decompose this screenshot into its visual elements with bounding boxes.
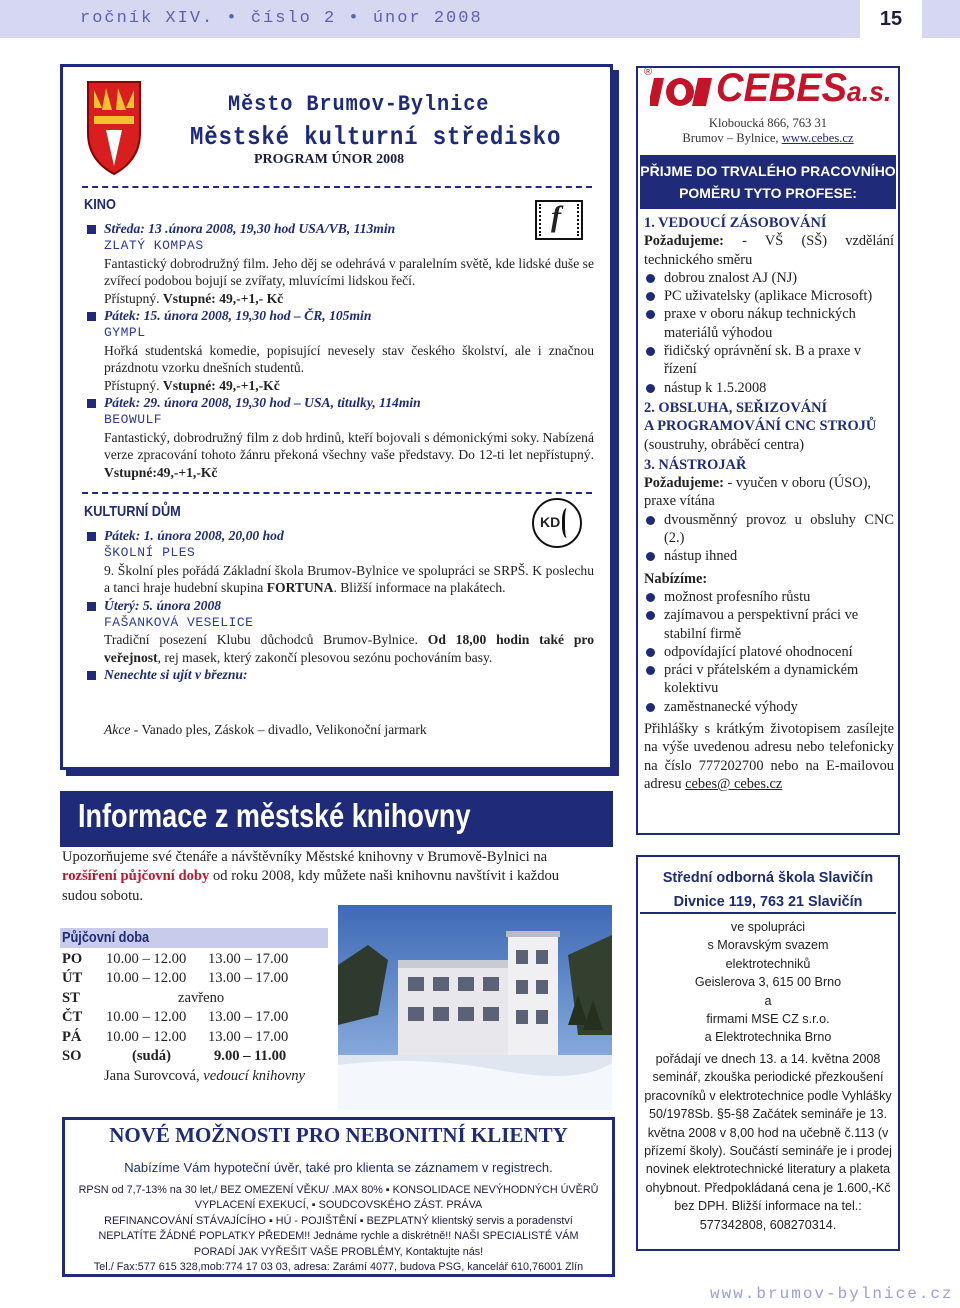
event-1-date: Pátek: 1. února 2008, 20,00 hod [84,527,594,544]
divider [640,912,896,914]
town-title: Město Brumov-Bylnice [228,92,490,117]
position-3: 3. NÁSTROJAŘ [644,456,747,473]
cebes-apply-text: Přihlášky s krátkým životopisem zasílejte na výše uvedenou adresu nebo telefonicky na číslo 777202700 nebo na E-mailovou adresu cebes@ cebes.cz [644,721,894,792]
list-item: odpovídající platové ohodnocení [644,643,894,661]
coat-of-arms-icon [84,78,144,178]
film-1-access: Přístupný. [104,290,163,306]
event-1-desc: 9. Školní ples pořádá Základní škola Brumov-Bylnice ve spolupráci se SRPŠ. K poslechu a tanci hraje hudební skupina FORTUNA. Bližší informace na plakátech. [104,562,594,596]
position-2-desc: (soustruhy, obráběcí centra) [644,436,805,453]
hours-row: PO 10.00 – 12.00 13.00 – 17.00 [62,951,289,967]
mortgage-ad-details: RPSN od 7,7-13% na 30 let,/ BEZ OMEZENÍ VĚKU/ .MAX 80% ▪ KONSOLIDACE NEVÝHODNÝCH ÚVĚRŮ VYPLACENÍ EXEKUCÍ, ▪ SOUDCOVSKÉHO ZÁST. PRÁVA REFINANCOVÁNÍ STÁVAJÍCÍHO ▪ HÚ - POJIŠTĚNÍ ▪ BEZPLATNÝ klientský servis a poradenství NEPLATÍTE ŽÁDNÉ POPLATKY PŘEDEM!! Jednáme rychle a diskrétně!! NAŠI SPECIALISTÉ VÁM PORADÍ JAK VYŘEŠIT VAŠE PROBLÉMY, Kontaktujte nás! Tel./ Fax:577 615 328,mob:774 17 03 03, adresa: Zarámí 4077, budova PSG, kancelář 610,76001 Zlín [78,1184,599,1274]
hours-row: SO (sudá) 9.00 – 11.00 [62,1048,287,1065]
position-2: 2. OBSLUHA, SEŘIZOVÁNÍ A PROGRAMOVÁNÍ CNC STROJŮ [644,399,877,435]
library-banner-title: Informace z městské knihovny [78,797,471,834]
list-item: praxe v oboru nákup technických materiálů výhodou [644,305,894,342]
list-item: nástup k 1.5.2008 [644,379,894,397]
opening-hours-table [62,950,288,1066]
mortgage-ad-subtitle: Nabízíme Vám hypoteční úvěr, také pro klienta se záznamem v registrech. [124,1160,553,1175]
film-3-title: BEOWULF [104,412,163,428]
library-signature: Jana Surovcová, vedoucí knihovny [104,1068,305,1084]
march-events: Akce - Vanado ples, Záskok – divadlo, Velikonoční jarmark [104,722,427,737]
event-1-title: ŠKOLNÍ PLES [104,545,196,561]
cebes-address: Kloboucká 866, 763 31 Brumov – Bylnice, www.cebes.cz [682,116,854,145]
film-1-price: Vstupné: 49,-+1,- Kč [162,290,284,306]
film-3-date: Pátek: 29. února 2008, 19,30 hod – USA, titulky, 114min [84,394,594,411]
film-logo-icon: f [535,200,583,240]
list-item: PC uživatelsky (aplikace Microsoft) [644,287,894,305]
kd-heading: KULTURNÍ DŮM [84,503,181,520]
kd-logo-icon: KD [532,498,582,548]
hours-row: PÁ 10.00 – 12.00 13.00 – 17.00 [62,1028,289,1045]
list-item: možnost profesního růstu [644,588,894,606]
culture-centre-title: Městské kulturní středisko [190,122,562,152]
film-2-access: Přístupný. [104,377,163,393]
list-item: dvousměnný provoz u obsluhy CNC (2.) [644,511,894,548]
list-item: dobrou znalost AJ (NJ) [644,269,894,287]
list-item: zajímavou a perspektivní práci ve stabilní firmě [644,606,894,643]
offer-heading: Nabízíme: [644,570,708,587]
film-1-desc: Fantastický dobrodružný film. Jeho děj se odehrává v paralelním světě, kde lidské duše se zvířecí podobou bojují se zvířaty, mluvícími lidskou řečí. [104,255,594,289]
library-building-photo [338,905,612,1110]
school-partners: ve spolupráci s Moravským svazem elektrotechniků Geislerova 3, 615 00 Brno a firmami MSE CZ s.r.o. a Elektrotechnika Brno [694,920,842,1045]
cebes-email-link[interactable]: cebes@ cebes.cz [685,775,783,792]
registered-mark: ® [644,66,653,78]
mortgage-ad-title: NOVÉ MOŽNOSTI PRO NEBONITNÍ KLIENTY [109,1123,568,1147]
event-2-date: Úterý: 5. února 2008 [84,597,594,614]
list-item: práci v přátelském a dynamickém kolektivu [644,661,894,698]
film-2-date: Pátek: 15. února 2008, 19,30 hod – ČR, 105min [84,307,594,324]
event-2-desc: Tradiční posezení Klubu důchodců Brumov-Bylnice. Od 18,00 hodin také pro veřejnost, rej masek, který zakončí plesovou sezónu pochováním basy. [104,632,594,665]
film-1-title: ZLATÝ KOMPAS [104,238,204,254]
page-number: 15 [860,0,922,38]
library-notice: Upozorňujeme své čtenáře a návštěvníky Městské knihovny v Brumově-Bylnici na rozšíření půjčovní doby od roku 2008, kdy můžete naši knihovnu navštívit i každou sudou sobotu. [62,849,560,904]
divider [82,492,592,494]
film-2-title: GYMPL [104,325,146,341]
kino-heading: KINO [84,196,116,213]
footer-url: www.brumov-bylnice.cz [710,1285,954,1303]
list-item: řidičský oprávnění sk. B a praxe v řízení [644,342,894,379]
list-item: zaměstnanecké výhody [644,698,894,716]
film-3-price: Vstupné:49,-+1,-Kč [104,464,218,480]
kd-list [84,527,594,684]
cebes-positions: 1. VEDOUCÍ ZÁSOBOVÁNÍ Požadujeme: - VŠ (SŠ) vzdělání technického směru dobrou znalost AJ (NJ) PC uživatelsky (aplikace Microsoft) praxe v oboru nákup technických materiálů výhodou řidičský oprávnění sk. B a praxe v řízení nástup k 1.5.2008 2. OBSLUHA, SEŘIZOVÁNÍ A PROGRAMOVÁNÍ CNC STROJŮ (soustruhy, obráběcí centra) 3. NÁSTROJAŘ Požadujeme: - vyučen v oboru (ÚSO), praxe vítána dvousměnný provoz u obsluhy CNC (2.) nástup ihned Nabízíme: možnost profesního růstu zajímavou a perspektivní práci ve stabilní firmě odpovídající platové ohodnocení práci v přátelském a dynamickém kolektivu zaměstnanecké výhody Přihlášky s krátkým životopisem zasílejte na výše uvedenou adresu nebo telefonicky na číslo 777202700 nebo na E-mailovou adresu cebes@ cebes.cz [644,215,894,792]
list-item: nástup ihned [644,547,894,565]
issue-info: ročník XIV. • číslo 2 • únor 2008 [80,9,483,28]
divider [82,186,592,188]
hours-row: ST zavřeno [62,989,225,1006]
hours-heading: Půjčovní doba [62,929,150,946]
film-2-price: Vstupné: 49,-+1,-Kč [162,377,280,393]
position-1: 1. VEDOUCÍ ZÁSOBOVÁNÍ [644,215,827,231]
cebes-banner-text: PŘIJME DO TRVALÉHO PRACOVNÍHO POMĚRU TYTO PROFESE: [640,163,896,201]
seminar-info: pořádají ve dnech 13. a 14. května 2008 seminář, zkouška periodické přezkoušení pracovníků v elektrotechnice podle Vyhlášky 50/1978Sb. §5-§8 Začátek semináře je 13. května 2008 v 8,00 hod na učebně č.113 (v přízemí školy). Součástí semináře je i prodej novinek elektrotechnické literatury a plaketa ohybnout. Předpokládaná cena je 1.600,-Kč bez DPH. Bližší informace na tel.: 577342808, 608270314. [644,1052,892,1232]
march-heading: Nenechte si ujít v březnu: [84,666,594,683]
hours-row: ÚT 10.00 – 12.00 13.00 – 17.00 [62,970,289,987]
program-title: PROGRAM ÚNOR 2008 [254,152,405,167]
cebes-logo-text: CEBESa.s. [716,66,892,110]
school-title: Střední odborná škola Slavičín Divnice 119, 763 21 Slavičín [662,870,874,910]
kino-list [84,220,594,481]
event-2-title: FAŠANKOVÁ VESELICE [104,615,254,631]
film-2-desc: Hořká studentská komedie, popisující nevesely stav českého školství, ale i značnou prázdnotu vzorku dnešních studentů. [104,342,594,376]
film-3-desc: Fantastický, dobrodružný film z dob hrdinů, kteří bojovali s démonickými soky. Nabízená verze zpracování tohoto žánru překoná všechny vaše představy. Do 12-ti let nepřístupný. [104,429,594,463]
cebes-web-link[interactable]: www.cebes.cz [781,131,854,145]
film-1-date: Středa: 13 .února 2008, 19,30 hod USA/VB, 113min [84,220,594,237]
hours-row: ČT 10.00 – 12.00 13.00 – 17.00 [62,1009,289,1026]
cebes-logo-icon [650,72,716,112]
